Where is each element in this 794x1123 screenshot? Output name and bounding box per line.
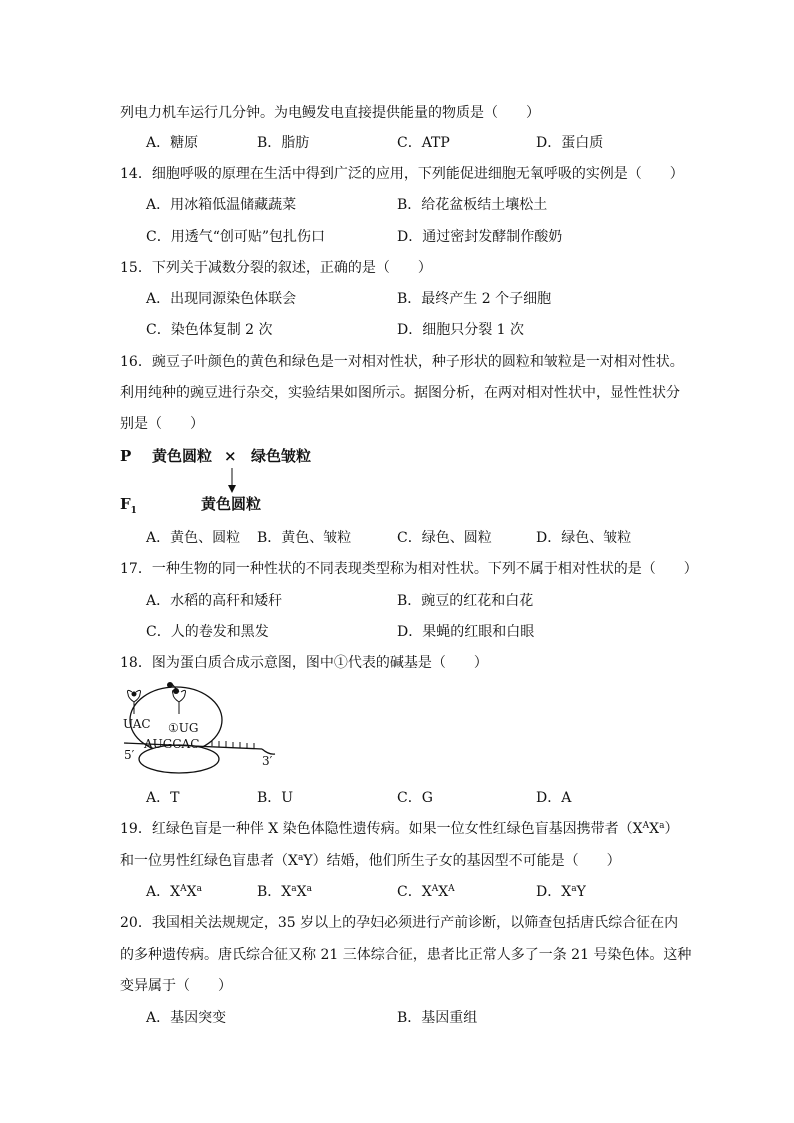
q16-stem-line1: 16．豌豆子叶颜色的黄色和绿色是一对相对性状，种子形状的圆粒和皱粒是一对相对性状。 [120, 354, 684, 370]
q18-option-a[interactable]: A．T [146, 790, 180, 806]
q14-stem: 14．细胞呼吸的原理在生活中得到广泛的应用，下列能促进细胞无氧呼吸的实例是（ ） [120, 166, 684, 182]
q17-option-a[interactable]: A．水稻的高秆和矮秆 [146, 593, 283, 609]
cross-arrow-icon [225, 468, 239, 494]
amino-acid-icon [173, 688, 179, 694]
q19-option-c[interactable]: C．$X^AX^A$ [397, 884, 455, 900]
mrna-sequence: AUGCAC [144, 737, 200, 751]
q17-option-c[interactable]: C．人的卷发和黑发 [146, 624, 269, 640]
q13-option-d[interactable]: D．蛋白质 [536, 135, 604, 151]
cross-p-label: P [120, 447, 132, 465]
q16-stem-line3: 别是（ ） [120, 416, 204, 432]
q16-option-c[interactable]: C．绿色、圆粒 [397, 530, 492, 546]
mrna-3prime: 3′ [262, 754, 273, 768]
q14-option-b[interactable]: B．给花盆板结土壤松土 [397, 197, 548, 213]
q15-stem: 15．下列关于减数分裂的叙述，正确的是（ ） [120, 260, 432, 276]
q18-option-d[interactable]: D．A [536, 790, 572, 806]
mrna-5prime: 5′ [124, 748, 135, 762]
q17-stem: 17．一种生物的同一种性状的不同表现类型称为相对性状。下列不属于相对性状的是（ ） [120, 561, 698, 577]
q13-option-c[interactable]: C．ATP [397, 135, 450, 151]
q17-option-d[interactable]: D．果蝇的红眼和白眼 [397, 624, 535, 640]
q18-option-c[interactable]: C．G [397, 790, 433, 806]
q14-option-a[interactable]: A．用冰箱低温储藏蔬菜 [146, 197, 297, 213]
amino-acid-icon [132, 692, 137, 697]
q15-option-c[interactable]: C．染色体复制 2 次 [146, 322, 273, 338]
amino-acid-icon [167, 682, 173, 688]
q18-option-b[interactable]: B．U [257, 790, 294, 806]
anticodon-uac: UAC [123, 717, 151, 731]
q15-option-b[interactable]: B．最终产生 2 个子细胞 [397, 291, 552, 307]
cross-parent1: 黄色圆粒 [152, 447, 213, 465]
trna2-icon [173, 690, 186, 714]
cross-f1-label: $F_1$ [120, 495, 137, 516]
anticodon-1ug: ①UG [168, 721, 199, 735]
q17-option-b[interactable]: B．豌豆的红花和白花 [397, 593, 534, 609]
q20-option-b[interactable]: B．基因重组 [397, 1010, 478, 1026]
cross-offspring: 黄色圆粒 [201, 495, 262, 513]
q19-option-b[interactable]: B．$X^aX^a$ [257, 884, 312, 900]
q19-stem-line2: 和一位男性红绿色盲患者$(X^aY)$结婚，他们所生子女的基因型不可能是（ ） [120, 853, 621, 869]
q18-stem: 18．图为蛋白质合成示意图，图中①代表的碱基是（ ） [120, 655, 488, 671]
q16-option-a[interactable]: A．黄色、圆粒 [146, 530, 241, 546]
q15-option-a[interactable]: A．出现同源染色体联会 [146, 291, 297, 307]
q20-stem-line2: 的多种遗传病。唐氏综合征又称 21 三体综合征，患者比正常人多了一条 21 号染色体。这种 [120, 947, 692, 963]
q15-option-d[interactable]: D．细胞只分裂 1 次 [397, 322, 525, 338]
q19-option-a[interactable]: A．$X^AX^a$ [146, 884, 202, 900]
q16-stem-line2: 利用纯种的豌豆进行杂交，实验结果如图所示。据图分析，在两对相对性状中，显性性状分 [120, 385, 680, 401]
q20-stem-line3: 变异属于（ ） [120, 978, 232, 994]
cross-parent2: 绿色皱粒 [251, 447, 312, 465]
q16-option-d[interactable]: D．绿色、皱粒 [536, 530, 632, 546]
q14-option-c[interactable]: C．用透气“创可贴”包扎伤口 [146, 229, 326, 245]
q16-option-b[interactable]: B．黄色、皱粒 [257, 530, 352, 546]
q14-option-d[interactable]: D．通过密封发酵制作酸奶 [397, 229, 563, 245]
q20-stem-line1: 20．我国相关法规规定，35 岁以上的孕妇必须进行产前诊断，以筛查包括唐氏综合征在内 [120, 915, 679, 931]
q20-option-a[interactable]: A．基因突变 [146, 1010, 227, 1026]
q13-stem: 列电力机车运行几分钟。为电鳗发电直接提供能量的物质是（ ） [120, 105, 540, 121]
q13-option-a[interactable]: A．糖原 [146, 135, 199, 151]
q19-option-d[interactable]: D．$X^aY$ [536, 884, 586, 900]
q13-option-b[interactable]: B．脂肪 [257, 135, 310, 151]
cross-symbol: × [224, 447, 237, 465]
q19-stem-line1: 19．红绿色盲是一种伴 X 染色体隐性遗传病。如果一位女性红绿色盲基因携带者$(X^AX^a)$ [120, 821, 679, 837]
